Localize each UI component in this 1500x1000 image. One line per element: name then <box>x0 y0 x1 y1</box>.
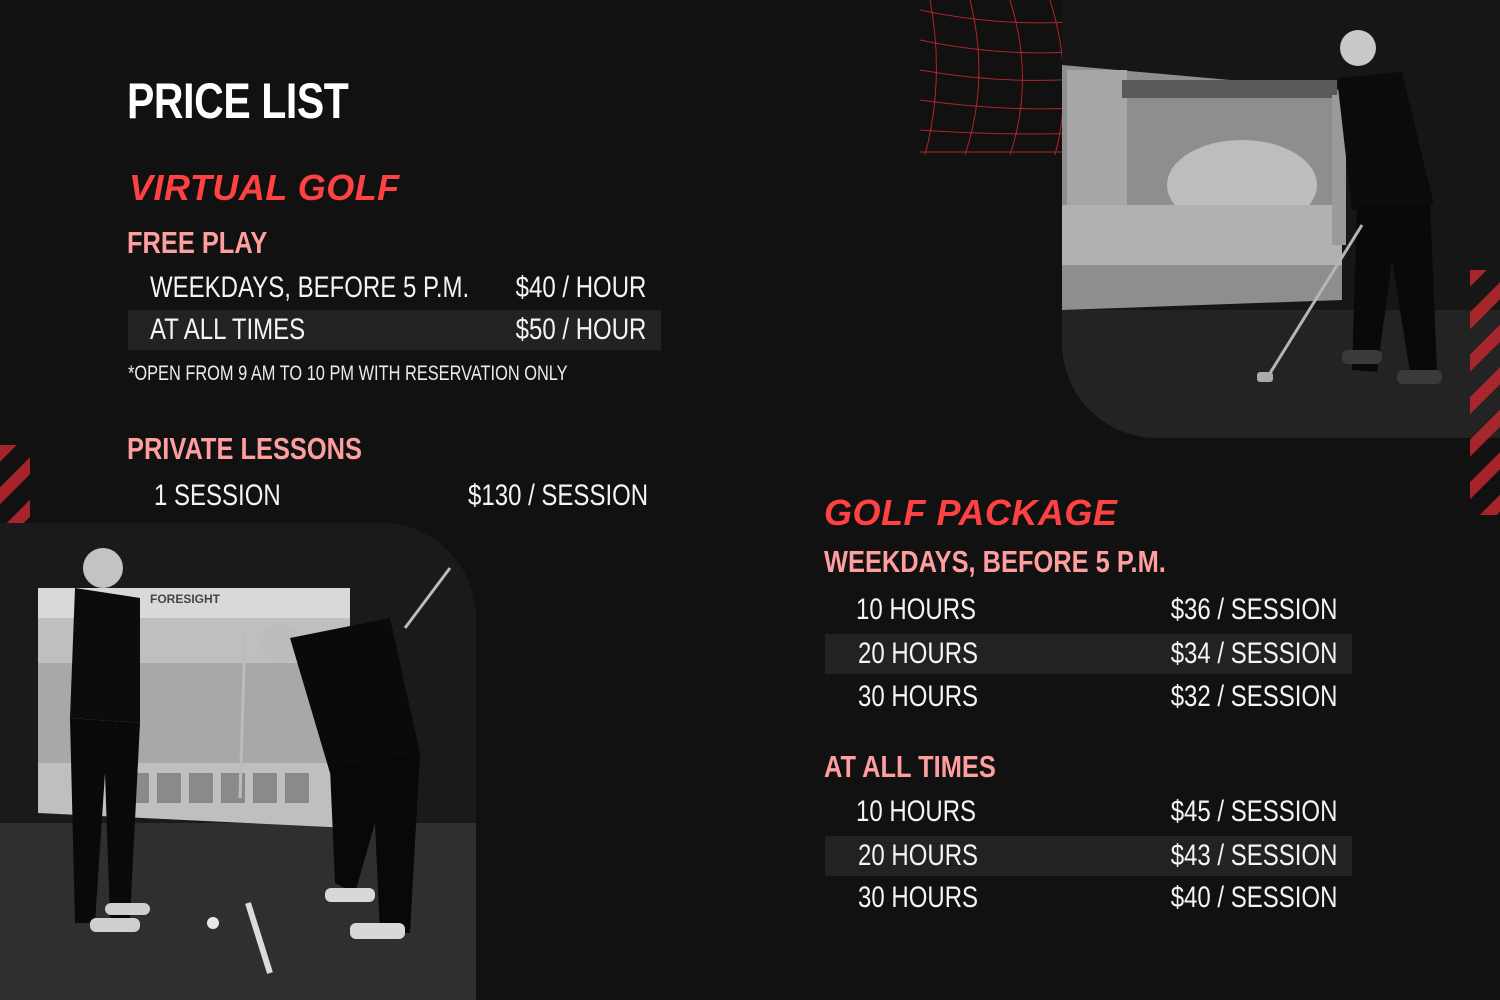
hours-note: *OPEN FROM 9 AM TO 10 PM WITH RESERVATION ONLY <box>128 362 568 385</box>
package-row <box>825 878 1337 918</box>
free-play-row <box>128 268 646 308</box>
row-price: $50 / HOUR <box>515 313 646 346</box>
row-price: $130 / SESSION <box>467 479 648 512</box>
private-lesson-row <box>128 476 648 516</box>
package-row <box>825 634 1352 674</box>
row-price: $36 / SESSION <box>1170 593 1337 626</box>
free-play-heading: FREE PLAY <box>127 225 268 260</box>
row-label: 30 HOURS <box>858 881 979 914</box>
golfer-at-simulator-photo <box>1062 0 1500 438</box>
golf-package-heading: GOLF PACKAGE <box>824 492 1118 533</box>
package-row <box>825 792 1337 832</box>
private-lessons-heading: PRIVATE LESSONS <box>127 431 362 466</box>
row-price: $40 / SESSION <box>1170 881 1337 914</box>
row-label: WEEKDAYS, BEFORE 5 P.M. <box>150 271 470 304</box>
row-label: 30 HOURS <box>858 680 979 713</box>
row-label: AT ALL TIMES <box>150 313 306 346</box>
page-title: PRICE LIST <box>127 73 349 129</box>
row-label: 20 HOURS <box>858 839 979 872</box>
row-label: 1 SESSION <box>154 479 281 512</box>
all-times-heading: AT ALL TIMES <box>824 749 996 784</box>
virtual-golf-heading: VIRTUAL GOLF <box>129 167 400 208</box>
row-price: $32 / SESSION <box>1170 680 1337 713</box>
package-row <box>825 836 1352 876</box>
row-price: $43 / SESSION <box>1170 839 1337 872</box>
row-price: $45 / SESSION <box>1170 795 1337 828</box>
row-label: 10 HOURS <box>856 795 977 828</box>
free-play-row <box>128 310 661 350</box>
simulator-brand-text: FORESIGHT <box>150 592 221 606</box>
package-row <box>825 677 1337 717</box>
weekdays-heading: WEEKDAYS, BEFORE 5 P.M. <box>824 544 1166 579</box>
simulator-scene-illustration <box>1062 0 1500 438</box>
row-label: 10 HOURS <box>856 593 977 626</box>
row-price: $34 / SESSION <box>1170 637 1337 670</box>
row-price: $40 / HOUR <box>515 271 646 304</box>
golf-lesson-photo <box>0 523 476 1000</box>
package-row <box>825 590 1337 630</box>
stripe-decoration-right <box>1470 270 1500 515</box>
lesson-scene-illustration <box>0 523 476 1000</box>
row-label: 20 HOURS <box>858 637 979 670</box>
